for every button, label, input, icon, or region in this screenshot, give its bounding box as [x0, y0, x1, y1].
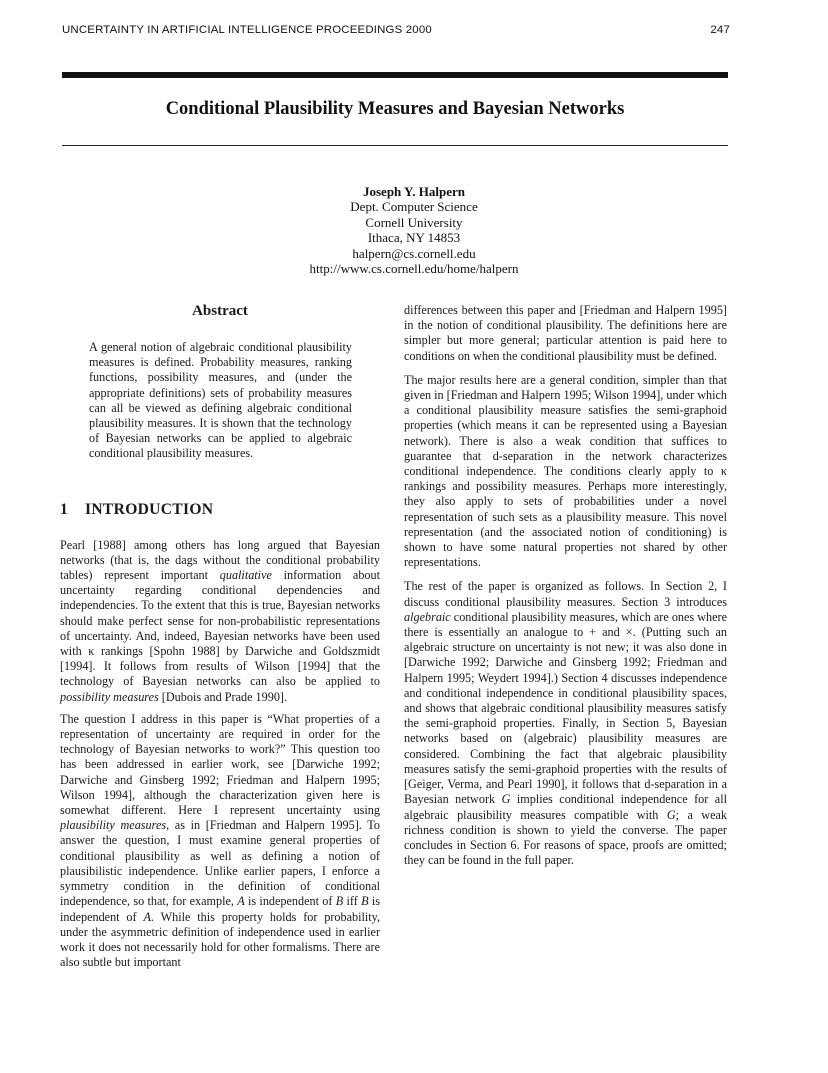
section-number: 1 — [60, 500, 69, 518]
text-run: as in [Friedman and Halpern 1995]. To answer the question, I must examine general properties of conditional plausibility as well as defining a notion of plausibilistic independence. Unlike earlier papers, I enforce a symmetry condition in the definition of conditional independence, so that, for example, — [60, 818, 380, 909]
intro-paragraph-5 — [404, 579, 727, 868]
text-run: is independent of — [60, 894, 380, 924]
text-run: The rest of the paper is organized as follows. In Section 2, I discuss conditional plausibility measures. Section 3 introduces — [404, 579, 727, 609]
page-number: 247 — [710, 24, 730, 36]
author-institution: Cornell University — [365, 214, 463, 230]
text-run: implies conditional independence for all algebraic plausibility measures compatible with — [404, 792, 727, 822]
title-bottom-rule — [62, 145, 728, 146]
intro-paragraph-3: differences between this paper and [Friedman and Halpern 1995] in the notion of conditional plausibility. The definitions here are simpler but more general; particular attention is paid here to conditions on when the conditional plausibility must be defined. — [404, 303, 727, 363]
running-title: UNCERTAINTY IN ARTIFICIAL INTELLIGENCE PROCEEDINGS 2000 — [62, 24, 432, 36]
math-symbol: G — [501, 792, 511, 807]
text-run: Pearl [1988] among others has long argued that Bayesian networks (that is, the dags without the conditional probability tables) represent important — [60, 537, 380, 583]
author-name: Joseph Y. Halpern — [363, 184, 465, 199]
text-run: [Dubois and Prade 1990]. — [158, 689, 288, 704]
section-title: INTRODUCTION — [85, 500, 214, 518]
running-head — [62, 24, 730, 36]
author-location: Ithaca, NY 14853 — [367, 230, 461, 246]
title-top-rule — [62, 72, 728, 78]
paper-title: Conditional Plausibility Measures and Bayesian Networks — [165, 99, 625, 119]
author-url: http://www.cs.cornell.edu/home/halpern — [309, 261, 519, 277]
math-symbol: A — [237, 894, 245, 909]
abstract-heading: Abstract — [192, 303, 248, 319]
emphasis-run: qualitative — [219, 568, 272, 583]
left-column — [60, 300, 380, 977]
section-heading — [60, 501, 380, 519]
math-symbol: A — [143, 909, 151, 924]
emphasis-run: algebraic — [404, 609, 451, 624]
text-run: ; a weak richness condition is shown to yield the converse. The paper concludes in Section 6. For reasons of space, proofs are omitted; they can be found in the full paper. — [404, 807, 727, 868]
intro-paragraph-1 — [60, 538, 380, 705]
text-run: The question I address in this paper is “What properties of a representation of uncertainty are required in order for the technology of Bayesian networks to work?” This question too has been addressed in earlier work, see [Darwiche 1992; Darwiche and Ginsberg 1992; Friedman and Halpern 1995; Wilson 1994], although the characterization given here is somewhat different. Here I represent uncertainty using — [60, 711, 380, 818]
text-run: . While this property holds for probability, under the asymmetric definition of independence used in earlier work it does not necessarily hold for other formalisms. There are also subtle but important — [60, 909, 381, 970]
emphasis-run: plausibility measures, — [60, 818, 170, 833]
text-run: iff — [343, 894, 362, 909]
text-run: is independent of — [244, 894, 336, 909]
math-symbol: B — [361, 894, 369, 909]
emphasis-run: possibility measures — [60, 689, 159, 704]
intro-paragraph-2 — [60, 712, 380, 970]
author-department: Dept. Computer Science — [350, 199, 478, 215]
math-symbol: B — [335, 894, 344, 909]
author-block — [0, 184, 828, 276]
author-email: halpern@cs.cornell.edu — [352, 245, 476, 261]
math-symbol: G — [666, 807, 676, 822]
abstract-text: A general notion of algebraic conditional plausibility measures is defined. Probability measures, ranking functions, possibility measures, and (under the appropriate definitions) sets of probability measures can all be viewed as defining algebraic conditional plausibility measures. It is shown that the technology of Bayesian networks can be applied to algebraic conditional plausibility measures. — [89, 340, 352, 461]
text-run: conditional plausibility measures, which are ones where there is essentially an analogue to + and ×. (Putting such an algebraic structure on uncertainty is not new; it was also done in [Darwiche 1992; Darwiche and Ginsberg 1992; Friedman and Halpern 1995; Weydert 1994].) Section 4 discusses independence and conditional independence in conditional plausibility spaces, and shows that algebraic conditional plausibility measures satisfy the semi-graphoid properties. Finally, in Section 5, Bayesian networks based on (algebraic) plausibility measures are considered. Combining the fact that algebraic plausibility measures satisfy the semi-graphoid properties with the results of [Geiger, Verma, and Pearl 1990], it follows that d-separation in a Bayesian network — [404, 609, 727, 807]
text-run: information about uncertainty regarding conditional dependencies and independencies. To the extent that this is true, Bayesian networks should make perfect sense for non-probabilistic representations of uncertainty. And, indeed, Bayesian networks have been used with κ rankings [Spohn 1988] by Darwiche and Goldszmidt [1994]. It follows from results of Wilson [1994] that the technology of Bayesian networks can also be applied to — [60, 568, 380, 689]
right-column — [404, 303, 727, 877]
intro-paragraph-4: The major results here are a general condition, simpler than that given in [Friedman and Halpern 1995; Wilson 1994], under which a conditional plausibility measure satisfies the semi-graphoid properties (which means it can be represented using a Bayesian network). There is also a weak condition that suffices to guarantee that d-separation in the network characterizes conditional independence. The conditions clearly apply to κ rankings and possibility measures. Perhaps more interestingly, they also apply to sets of probabilities under a novel representation of such sets as a plausibility measure. This novel representation (and the associated notion of conditioning) is shown to have some natural properties not shared by other representations. — [404, 372, 727, 570]
